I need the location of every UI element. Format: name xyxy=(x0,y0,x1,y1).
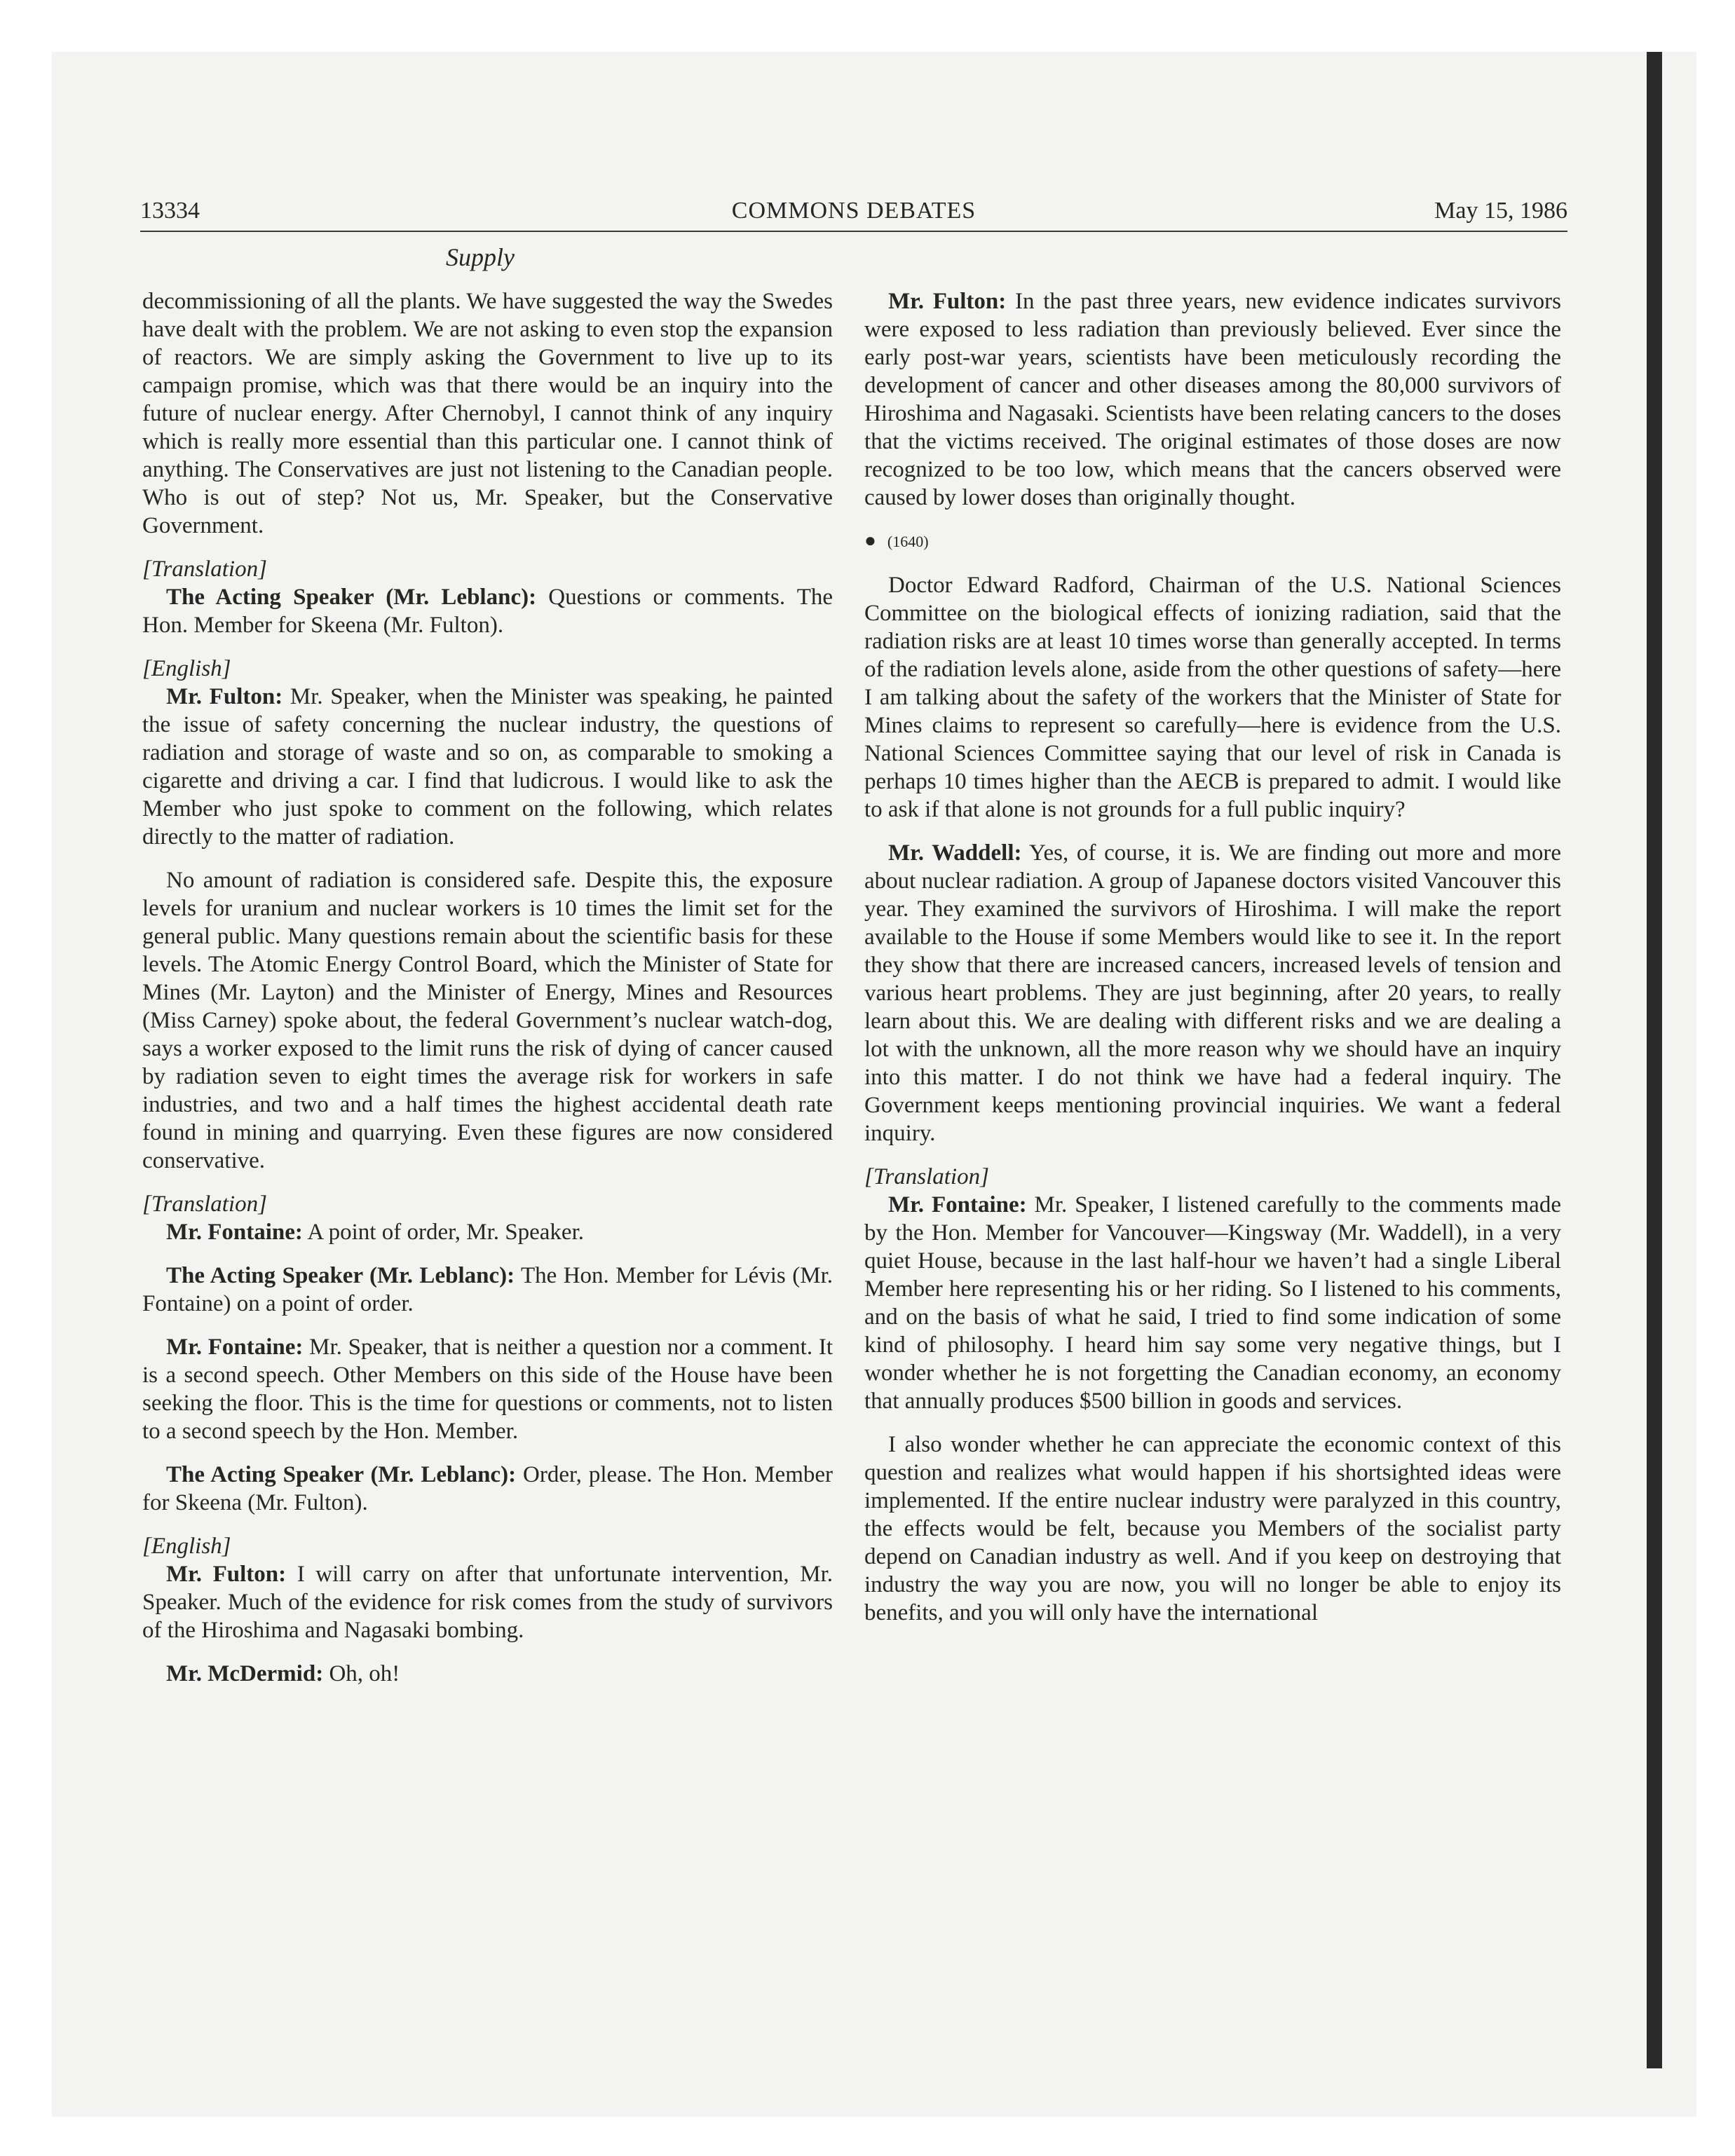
paragraph xyxy=(142,583,833,639)
language-marker: [Translation] xyxy=(142,557,267,582)
running-header xyxy=(140,197,1567,232)
speaker-name: The Acting Speaker (Mr. Leblanc): xyxy=(166,1263,515,1288)
paragraph-text: Yes, of course, it is. We are finding out more and more about nuclear radiation. A group of Japanese doctors visited Vancouver this year. They examined the survivors of Hiroshima. I will make the report available to the House if some Members would like to see it. In the report they show that there are increased cancers, increased levels of tension and various heart problems. They are just beginning, after 20 years, to really learn about this. We are dealing with different risks and we are dealing a lot with the unknown, all the more reason why we should have an inquiry into this matter. I do not think we have had a federal inquiry. The Government keeps mentioning provincial inquiries. We want a federal inquiry. xyxy=(864,840,1561,1146)
time-stamp: (1640) xyxy=(887,533,929,550)
paragraph xyxy=(142,287,833,540)
paragraph xyxy=(864,1191,1561,1415)
paragraph xyxy=(864,571,1561,824)
paragraph xyxy=(142,1560,833,1644)
page-number: 13334 xyxy=(140,198,200,224)
language-marker: [English] xyxy=(142,1534,231,1559)
paragraph-text: I will carry on after that unfortunate intervention, Mr. Speaker. Much of the evidence for risk comes from the study of survivors of the Hiroshima and Nagasaki bombing. xyxy=(142,1562,833,1643)
paragraph xyxy=(142,866,833,1175)
publication-date: May 15, 1986 xyxy=(1434,198,1567,224)
bullet-icon: ● xyxy=(864,530,876,552)
paragraph-text: Order, please. The Hon. Member for Skeena (Mr. Fulton). xyxy=(142,1462,833,1515)
paragraph xyxy=(142,1262,833,1318)
paragraph xyxy=(142,1461,833,1517)
right-column xyxy=(864,287,1561,1627)
time-marker xyxy=(864,527,1561,556)
speaker-name: Mr. Fulton: xyxy=(166,1562,287,1587)
paragraph-text: In the past three years, new evidence indicates survivors were exposed to less radiation than previously believed. Ever since the early post-war years, scientists have been meticulously recording the development of cancer and other diseases among the 80,000 survivors of Hiroshima and Nagasaki. Scientists have been relating cancers to the doses that the victims received. The original estimates of those doses are now recognized to be too low, which means that the cancers observed were caused by lower doses than originally thought. xyxy=(864,289,1561,510)
speaker-name: Mr. McDermid: xyxy=(166,1661,324,1686)
speaker-name: Mr. Fulton: xyxy=(888,289,1007,314)
paragraph-text: Questions or comments. The Hon. Member for Skeena (Mr. Fulton). xyxy=(142,585,833,638)
publication-title: COMMONS DEBATES xyxy=(731,198,977,224)
speaker-name: Mr. Fontaine: xyxy=(888,1192,1027,1217)
paragraph xyxy=(142,1660,833,1688)
paragraph-text: Mr. Speaker, when the Minister was speaking, he painted the issue of safety concerning the nuclear industry, the questions of radiation and storage of waste and so on, as comparable to smoking a cigarette and driving a car. I find that ludicrous. I would like to ask the Member who just spoke to comment on the following, which relates directly to the matter of radiation. xyxy=(142,684,833,850)
speaker-name: Mr. Fulton: xyxy=(166,684,283,709)
paragraph-text: Mr. Speaker, I listened carefully to the comments made by the Hon. Member for Vancouver—Kingsway (Mr. Waddell), in a very quiet House, because in the last half-hour we haven’t had a single Liberal Member here representing his or her riding. So I listened to his comments, and on the basis of what he said, I tried to find some indication of some kind of philosophy. I heard him say some very negative things, but I wonder whether he is not forgetting the Canadian economy, an economy that annually produces $500 billion in goods and services. xyxy=(864,1192,1561,1414)
scan-edge-bar xyxy=(1647,52,1662,2068)
paragraph-text: No amount of radiation is considered safe. Despite this, the exposure levels for uranium and nuclear workers is 10 times the limit set for the general public. Many questions remain about the scientific basis for these levels. The Atomic Energy Control Board, which the Minister of State for Mines (Mr. Layton) and the Minister of Energy, Mines and Resources (Miss Carney) spoke about, the federal Government’s nuclear watch-dog, says a worker exposed to the limit runs the risk of dying of cancer caused by radiation seven to eight times the average risk for workers in safe industries, and two and a half times the highest accidental death rate found in mining and quarrying. Even these figures are now considered conservative. xyxy=(142,868,833,1173)
language-marker: [English] xyxy=(142,656,231,681)
language-marker: [Translation] xyxy=(142,1192,267,1217)
paragraph-text: A point of order, Mr. Speaker. xyxy=(302,1220,584,1245)
paragraph-text: decommissioning of all the plants. We have suggested the way the Swedes have dealt with the problem. We are not asking to even stop the expansion of reactors. We are simply asking the Government to live up to its campaign promise, which was that there would be an inquiry into the future of nuclear energy. After Chernobyl, I cannot think of any inquiry which is really more essential than this particular one. I cannot think of anything. The Conservatives are just not listening to the Canadian people. Who is out of step? Not us, Mr. Speaker, but the Conservative Government. xyxy=(142,289,833,538)
paragraph xyxy=(864,287,1561,512)
paragraph xyxy=(864,1431,1561,1627)
paragraph-text: Mr. Speaker, that is neither a question nor a comment. It is a second speech. Other Members on this side of the House have been seeking the floor. This is the time for questions or comments, not to listen to a second speech by the Hon. Member. xyxy=(142,1335,833,1444)
paragraph xyxy=(864,839,1561,1147)
paragraph xyxy=(142,1218,833,1246)
language-marker: [Translation] xyxy=(864,1164,989,1189)
speaker-name: Mr. Fontaine: xyxy=(166,1220,303,1245)
speaker-name: The Acting Speaker (Mr. Leblanc): xyxy=(166,585,537,610)
paragraph xyxy=(142,1333,833,1445)
paragraph-text: Oh, oh! xyxy=(323,1661,400,1686)
paragraph xyxy=(142,683,833,851)
speaker-name: The Acting Speaker (Mr. Leblanc): xyxy=(166,1462,517,1487)
paragraph-text: Doctor Edward Radford, Chairman of the U.S. National Sciences Committee on the biological effects of ionizing radiation, said that the radiation risks are at least 10 times worse than generally accepted. In terms of the radiation levels alone, aside from the other questions of safety—here I am talking about the safety of the workers that the Minister of State for Mines claims to represent so carefully—here is evidence from the U.S. National Sciences Committee saying that our level of risk in Canada is perhaps 10 times higher than the AECB is prepared to admit. I would like to ask if that alone is not grounds for a full public inquiry? xyxy=(864,573,1561,822)
paragraph-text: I also wonder whether he can appreciate the economic context of this question and realizes what would happen if his shortsighted ideas were implemented. If the entire nuclear industry were paralyzed in this country, the effects would be felt, because you Members of the socialist party depend on Canadian industry as well. And if you keep on destroying that industry the way you are now, you will no longer be able to enjoy its benefits, and you will only have the international xyxy=(864,1432,1561,1625)
paragraph-text: The Hon. Member for Lévis (Mr. Fontaine) on a point of order. xyxy=(142,1263,833,1316)
left-column xyxy=(142,287,833,1688)
speaker-name: Mr. Fontaine: xyxy=(166,1335,304,1360)
section-heading: Supply xyxy=(446,243,515,271)
speaker-name: Mr. Waddell: xyxy=(888,840,1022,866)
